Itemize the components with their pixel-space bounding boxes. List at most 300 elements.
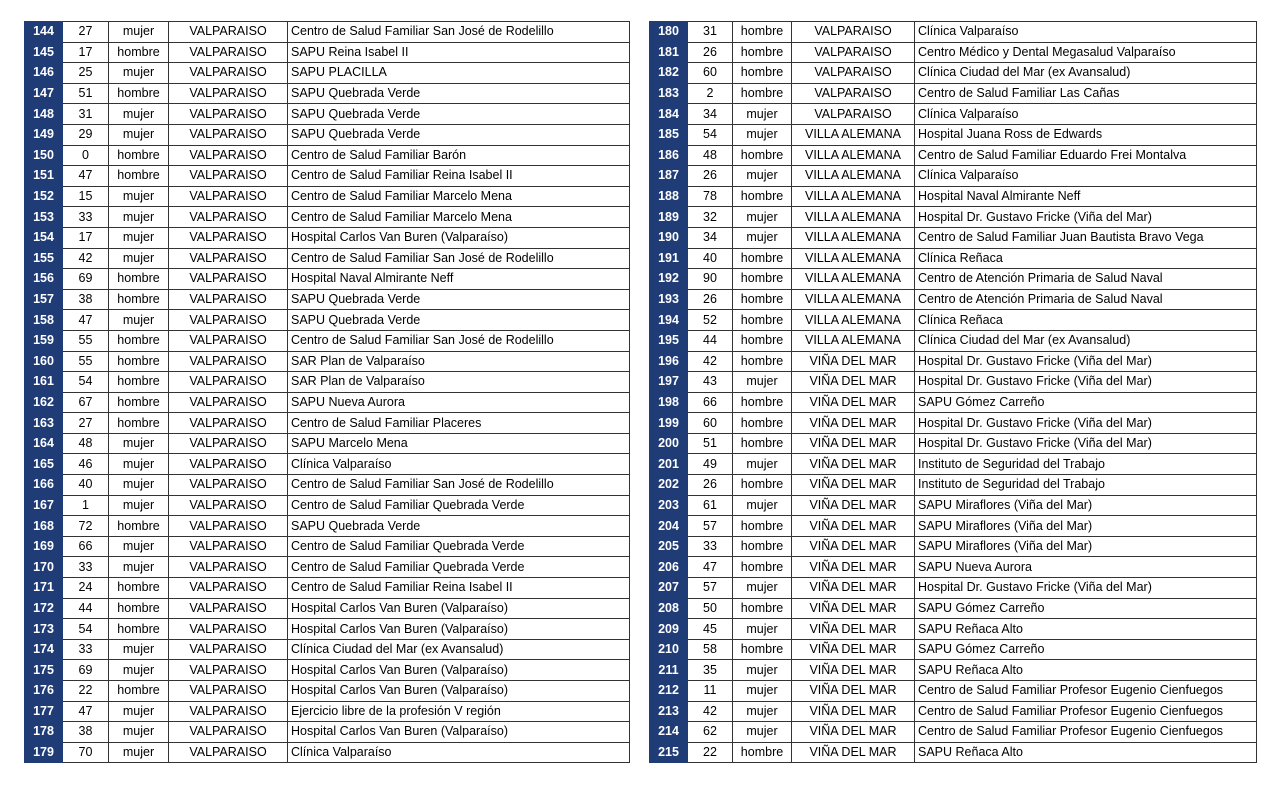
city-cell: VIÑA DEL MAR bbox=[792, 578, 915, 599]
health-center-cell: Clínica Reñaca bbox=[915, 248, 1257, 269]
sex-cell: hombre bbox=[109, 578, 169, 599]
age-cell: 66 bbox=[688, 392, 733, 413]
case-id-cell: 176 bbox=[25, 681, 63, 702]
age-cell: 54 bbox=[688, 124, 733, 145]
case-id-cell: 196 bbox=[650, 351, 688, 372]
sex-cell: mujer bbox=[109, 660, 169, 681]
age-cell: 45 bbox=[688, 619, 733, 640]
age-cell: 17 bbox=[63, 42, 109, 63]
city-cell: VILLA ALEMANA bbox=[792, 330, 915, 351]
city-cell: VILLA ALEMANA bbox=[792, 145, 915, 166]
city-cell: VIÑA DEL MAR bbox=[792, 598, 915, 619]
sex-cell: hombre bbox=[733, 392, 792, 413]
health-center-cell: Hospital Dr. Gustavo Fricke (Viña del Mar) bbox=[915, 372, 1257, 393]
age-cell: 29 bbox=[63, 124, 109, 145]
table-row bbox=[650, 351, 1257, 372]
age-cell: 42 bbox=[63, 248, 109, 269]
case-id-cell: 197 bbox=[650, 372, 688, 393]
table-row bbox=[650, 330, 1257, 351]
city-cell: VALPARAISO bbox=[169, 598, 288, 619]
sex-cell: mujer bbox=[733, 660, 792, 681]
city-cell: VIÑA DEL MAR bbox=[792, 516, 915, 537]
table-row bbox=[25, 124, 630, 145]
city-cell: VILLA ALEMANA bbox=[792, 289, 915, 310]
table-row bbox=[650, 681, 1257, 702]
health-center-cell: Hospital Dr. Gustavo Fricke (Viña del Mar) bbox=[915, 433, 1257, 454]
table-row bbox=[650, 557, 1257, 578]
age-cell: 31 bbox=[63, 104, 109, 125]
case-id-cell: 206 bbox=[650, 557, 688, 578]
table-row bbox=[25, 330, 630, 351]
health-center-cell: Clínica Valparaíso bbox=[915, 104, 1257, 125]
case-id-cell: 158 bbox=[25, 310, 63, 331]
case-id-cell: 186 bbox=[650, 145, 688, 166]
sex-cell: mujer bbox=[109, 495, 169, 516]
case-id-cell: 157 bbox=[25, 289, 63, 310]
health-center-cell: Centro de Salud Familiar Quebrada Verde bbox=[288, 536, 630, 557]
city-cell: VALPARAISO bbox=[169, 63, 288, 84]
case-id-cell: 167 bbox=[25, 495, 63, 516]
age-cell: 38 bbox=[63, 722, 109, 743]
age-cell: 26 bbox=[688, 166, 733, 187]
age-cell: 2 bbox=[688, 83, 733, 104]
city-cell: VIÑA DEL MAR bbox=[792, 413, 915, 434]
table-row bbox=[650, 269, 1257, 290]
city-cell: VALPARAISO bbox=[169, 83, 288, 104]
case-id-cell: 151 bbox=[25, 166, 63, 187]
sex-cell: mujer bbox=[733, 619, 792, 640]
city-cell: VALPARAISO bbox=[169, 145, 288, 166]
city-cell: VALPARAISO bbox=[792, 63, 915, 84]
sex-cell: hombre bbox=[109, 269, 169, 290]
age-cell: 40 bbox=[63, 475, 109, 496]
health-center-cell: Ejercicio libre de la profesión V región bbox=[288, 701, 630, 722]
case-id-cell: 211 bbox=[650, 660, 688, 681]
age-cell: 72 bbox=[63, 516, 109, 537]
city-cell: VALPARAISO bbox=[169, 454, 288, 475]
table-row bbox=[25, 722, 630, 743]
table-row bbox=[650, 598, 1257, 619]
table-row bbox=[650, 516, 1257, 537]
table-row bbox=[650, 83, 1257, 104]
table-row bbox=[25, 227, 630, 248]
table-row bbox=[25, 660, 630, 681]
city-cell: VALPARAISO bbox=[169, 619, 288, 640]
table-row bbox=[650, 227, 1257, 248]
health-center-cell: Centro de Salud Familiar Quebrada Verde bbox=[288, 495, 630, 516]
city-cell: VALPARAISO bbox=[169, 495, 288, 516]
health-center-cell: Clínica Valparaíso bbox=[288, 742, 630, 763]
health-center-cell: Clínica Valparaíso bbox=[915, 22, 1257, 43]
sex-cell: hombre bbox=[109, 516, 169, 537]
sex-cell: hombre bbox=[733, 83, 792, 104]
case-id-cell: 149 bbox=[25, 124, 63, 145]
case-id-cell: 163 bbox=[25, 413, 63, 434]
case-id-cell: 191 bbox=[650, 248, 688, 269]
table-row bbox=[650, 289, 1257, 310]
sex-cell: hombre bbox=[733, 475, 792, 496]
city-cell: VIÑA DEL MAR bbox=[792, 701, 915, 722]
case-id-cell: 179 bbox=[25, 742, 63, 763]
sex-cell: hombre bbox=[109, 289, 169, 310]
sex-cell: hombre bbox=[109, 42, 169, 63]
table-row bbox=[650, 392, 1257, 413]
health-center-cell: Instituto de Seguridad del Trabajo bbox=[915, 454, 1257, 475]
health-center-cell: Centro de Salud Familiar San José de Rodelillo bbox=[288, 475, 630, 496]
age-cell: 47 bbox=[63, 310, 109, 331]
city-cell: VALPARAISO bbox=[169, 516, 288, 537]
table-row bbox=[25, 619, 630, 640]
age-cell: 42 bbox=[688, 701, 733, 722]
table-row bbox=[650, 207, 1257, 228]
sex-cell: hombre bbox=[109, 372, 169, 393]
sex-cell: mujer bbox=[109, 433, 169, 454]
health-center-cell: Clínica Valparaíso bbox=[915, 166, 1257, 187]
table-row bbox=[650, 42, 1257, 63]
case-id-cell: 193 bbox=[650, 289, 688, 310]
health-center-cell: SAPU Nueva Aurora bbox=[288, 392, 630, 413]
age-cell: 40 bbox=[688, 248, 733, 269]
case-id-cell: 160 bbox=[25, 351, 63, 372]
health-center-cell: SAPU Gómez Carreño bbox=[915, 598, 1257, 619]
case-id-cell: 200 bbox=[650, 433, 688, 454]
age-cell: 48 bbox=[688, 145, 733, 166]
sex-cell: hombre bbox=[733, 742, 792, 763]
sex-cell: mujer bbox=[109, 227, 169, 248]
case-id-cell: 155 bbox=[25, 248, 63, 269]
age-cell: 25 bbox=[63, 63, 109, 84]
table-row bbox=[25, 22, 630, 43]
age-cell: 60 bbox=[688, 63, 733, 84]
sex-cell: mujer bbox=[733, 722, 792, 743]
table-row bbox=[25, 63, 630, 84]
age-cell: 32 bbox=[688, 207, 733, 228]
sex-cell: hombre bbox=[733, 145, 792, 166]
sex-cell: mujer bbox=[109, 207, 169, 228]
sex-cell: mujer bbox=[733, 207, 792, 228]
table-row bbox=[650, 310, 1257, 331]
health-center-cell: SAPU Gómez Carreño bbox=[915, 639, 1257, 660]
table-row bbox=[25, 83, 630, 104]
case-id-cell: 183 bbox=[650, 83, 688, 104]
age-cell: 35 bbox=[688, 660, 733, 681]
case-id-cell: 178 bbox=[25, 722, 63, 743]
city-cell: VIÑA DEL MAR bbox=[792, 742, 915, 763]
health-center-cell: Centro de Salud Familiar Marcelo Mena bbox=[288, 186, 630, 207]
table-row bbox=[650, 742, 1257, 763]
sex-cell: hombre bbox=[733, 639, 792, 660]
city-cell: VALPARAISO bbox=[169, 475, 288, 496]
city-cell: VILLA ALEMANA bbox=[792, 186, 915, 207]
health-center-cell: Instituto de Seguridad del Trabajo bbox=[915, 475, 1257, 496]
city-cell: VALPARAISO bbox=[169, 42, 288, 63]
sex-cell: mujer bbox=[109, 722, 169, 743]
sex-cell: hombre bbox=[733, 536, 792, 557]
table-row bbox=[25, 289, 630, 310]
case-id-cell: 147 bbox=[25, 83, 63, 104]
sex-cell: mujer bbox=[109, 742, 169, 763]
table-row bbox=[650, 722, 1257, 743]
city-cell: VALPARAISO bbox=[169, 660, 288, 681]
city-cell: VALPARAISO bbox=[169, 22, 288, 43]
age-cell: 51 bbox=[63, 83, 109, 104]
sex-cell: hombre bbox=[733, 557, 792, 578]
city-cell: VALPARAISO bbox=[169, 557, 288, 578]
table-row bbox=[650, 701, 1257, 722]
case-id-cell: 212 bbox=[650, 681, 688, 702]
city-cell: VIÑA DEL MAR bbox=[792, 433, 915, 454]
city-cell: VALPARAISO bbox=[169, 722, 288, 743]
case-id-cell: 156 bbox=[25, 269, 63, 290]
case-id-cell: 161 bbox=[25, 372, 63, 393]
case-id-cell: 195 bbox=[650, 330, 688, 351]
city-cell: VIÑA DEL MAR bbox=[792, 660, 915, 681]
health-center-cell: Clínica Valparaíso bbox=[288, 454, 630, 475]
age-cell: 55 bbox=[63, 351, 109, 372]
health-center-cell: Centro de Salud Familiar Placeres bbox=[288, 413, 630, 434]
age-cell: 33 bbox=[63, 557, 109, 578]
table-row bbox=[650, 166, 1257, 187]
health-center-cell: Centro de Salud Familiar Profesor Eugenio Cienfuegos bbox=[915, 681, 1257, 702]
sex-cell: hombre bbox=[733, 186, 792, 207]
age-cell: 60 bbox=[688, 413, 733, 434]
table-row bbox=[25, 557, 630, 578]
city-cell: VALPARAISO bbox=[792, 104, 915, 125]
case-id-cell: 154 bbox=[25, 227, 63, 248]
sex-cell: mujer bbox=[109, 310, 169, 331]
case-id-cell: 198 bbox=[650, 392, 688, 413]
city-cell: VALPARAISO bbox=[169, 536, 288, 557]
city-cell: VIÑA DEL MAR bbox=[792, 639, 915, 660]
sex-cell: hombre bbox=[733, 516, 792, 537]
case-id-cell: 166 bbox=[25, 475, 63, 496]
table-row bbox=[650, 619, 1257, 640]
case-id-cell: 189 bbox=[650, 207, 688, 228]
age-cell: 27 bbox=[63, 22, 109, 43]
age-cell: 15 bbox=[63, 186, 109, 207]
health-center-cell: SAR Plan de Valparaíso bbox=[288, 351, 630, 372]
age-cell: 90 bbox=[688, 269, 733, 290]
table-row bbox=[650, 639, 1257, 660]
case-id-cell: 145 bbox=[25, 42, 63, 63]
sex-cell: hombre bbox=[733, 413, 792, 434]
table-row bbox=[25, 351, 630, 372]
sex-cell: mujer bbox=[109, 475, 169, 496]
sex-cell: hombre bbox=[109, 392, 169, 413]
age-cell: 26 bbox=[688, 475, 733, 496]
age-cell: 47 bbox=[688, 557, 733, 578]
health-center-cell: Centro de Salud Familiar Reina Isabel II bbox=[288, 578, 630, 599]
health-center-cell: SAPU Quebrada Verde bbox=[288, 124, 630, 145]
health-center-cell: SAPU Reñaca Alto bbox=[915, 619, 1257, 640]
city-cell: VALPARAISO bbox=[169, 578, 288, 599]
city-cell: VILLA ALEMANA bbox=[792, 269, 915, 290]
age-cell: 57 bbox=[688, 578, 733, 599]
age-cell: 26 bbox=[688, 289, 733, 310]
health-center-cell: SAPU Quebrada Verde bbox=[288, 289, 630, 310]
health-center-cell: Centro Médico y Dental Megasalud Valparaíso bbox=[915, 42, 1257, 63]
city-cell: VALPARAISO bbox=[169, 310, 288, 331]
sex-cell: mujer bbox=[733, 104, 792, 125]
health-center-cell: Centro de Salud Familiar Las Cañas bbox=[915, 83, 1257, 104]
city-cell: VALPARAISO bbox=[169, 104, 288, 125]
age-cell: 47 bbox=[63, 166, 109, 187]
city-cell: VALPARAISO bbox=[169, 248, 288, 269]
table-row bbox=[25, 186, 630, 207]
table-row bbox=[650, 454, 1257, 475]
health-center-cell: SAPU Gómez Carreño bbox=[915, 392, 1257, 413]
table-row bbox=[650, 578, 1257, 599]
table-row bbox=[25, 578, 630, 599]
table-row bbox=[25, 454, 630, 475]
health-center-cell: Centro de Salud Familiar Profesor Eugenio Cienfuegos bbox=[915, 701, 1257, 722]
city-cell: VIÑA DEL MAR bbox=[792, 557, 915, 578]
health-center-cell: Hospital Carlos Van Buren (Valparaíso) bbox=[288, 227, 630, 248]
age-cell: 69 bbox=[63, 269, 109, 290]
table-row bbox=[25, 392, 630, 413]
health-center-cell: Centro de Salud Familiar Reina Isabel II bbox=[288, 166, 630, 187]
age-cell: 44 bbox=[688, 330, 733, 351]
table-row bbox=[650, 186, 1257, 207]
health-center-cell: Hospital Naval Almirante Neff bbox=[288, 269, 630, 290]
table-row bbox=[25, 104, 630, 125]
age-cell: 22 bbox=[63, 681, 109, 702]
age-cell: 33 bbox=[63, 207, 109, 228]
age-cell: 27 bbox=[63, 413, 109, 434]
case-id-cell: 210 bbox=[650, 639, 688, 660]
table-row bbox=[25, 269, 630, 290]
city-cell: VIÑA DEL MAR bbox=[792, 372, 915, 393]
case-id-cell: 148 bbox=[25, 104, 63, 125]
table-row bbox=[25, 248, 630, 269]
city-cell: VALPARAISO bbox=[169, 166, 288, 187]
sex-cell: hombre bbox=[109, 83, 169, 104]
health-center-cell: Hospital Carlos Van Buren (Valparaíso) bbox=[288, 681, 630, 702]
case-id-cell: 175 bbox=[25, 660, 63, 681]
health-center-cell: Centro de Salud Familiar Barón bbox=[288, 145, 630, 166]
case-id-cell: 174 bbox=[25, 639, 63, 660]
table-row bbox=[25, 516, 630, 537]
table-row bbox=[25, 145, 630, 166]
case-id-cell: 170 bbox=[25, 557, 63, 578]
age-cell: 24 bbox=[63, 578, 109, 599]
age-cell: 1 bbox=[63, 495, 109, 516]
city-cell: VIÑA DEL MAR bbox=[792, 454, 915, 475]
city-cell: VALPARAISO bbox=[169, 681, 288, 702]
table-row bbox=[650, 433, 1257, 454]
city-cell: VALPARAISO bbox=[169, 372, 288, 393]
table-row bbox=[650, 145, 1257, 166]
sex-cell: mujer bbox=[109, 639, 169, 660]
case-id-cell: 213 bbox=[650, 701, 688, 722]
sex-cell: hombre bbox=[733, 248, 792, 269]
case-id-cell: 203 bbox=[650, 495, 688, 516]
health-center-cell: Hospital Carlos Van Buren (Valparaíso) bbox=[288, 722, 630, 743]
sex-cell: mujer bbox=[109, 248, 169, 269]
age-cell: 48 bbox=[63, 433, 109, 454]
health-center-cell: Centro de Atención Primaria de Salud Naval bbox=[915, 289, 1257, 310]
health-center-cell: Hospital Carlos Van Buren (Valparaíso) bbox=[288, 660, 630, 681]
health-center-cell: SAPU Miraflores (Viña del Mar) bbox=[915, 536, 1257, 557]
sex-cell: mujer bbox=[733, 166, 792, 187]
sex-cell: mujer bbox=[109, 186, 169, 207]
sex-cell: hombre bbox=[109, 351, 169, 372]
city-cell: VIÑA DEL MAR bbox=[792, 619, 915, 640]
sex-cell: mujer bbox=[733, 372, 792, 393]
age-cell: 31 bbox=[688, 22, 733, 43]
city-cell: VALPARAISO bbox=[169, 433, 288, 454]
age-cell: 51 bbox=[688, 433, 733, 454]
case-id-cell: 192 bbox=[650, 269, 688, 290]
sex-cell: hombre bbox=[109, 681, 169, 702]
age-cell: 44 bbox=[63, 598, 109, 619]
health-center-cell: SAPU Reñaca Alto bbox=[915, 742, 1257, 763]
table-row bbox=[25, 742, 630, 763]
case-id-cell: 207 bbox=[650, 578, 688, 599]
case-id-cell: 164 bbox=[25, 433, 63, 454]
sex-cell: hombre bbox=[733, 351, 792, 372]
sex-cell: mujer bbox=[109, 536, 169, 557]
age-cell: 55 bbox=[63, 330, 109, 351]
health-center-cell: Hospital Dr. Gustavo Fricke (Viña del Mar) bbox=[915, 207, 1257, 228]
sex-cell: mujer bbox=[733, 701, 792, 722]
sex-cell: mujer bbox=[109, 701, 169, 722]
city-cell: VALPARAISO bbox=[169, 330, 288, 351]
age-cell: 70 bbox=[63, 742, 109, 763]
health-center-cell: Hospital Naval Almirante Neff bbox=[915, 186, 1257, 207]
sex-cell: mujer bbox=[109, 454, 169, 475]
case-id-cell: 181 bbox=[650, 42, 688, 63]
age-cell: 47 bbox=[63, 701, 109, 722]
city-cell: VALPARAISO bbox=[169, 701, 288, 722]
age-cell: 43 bbox=[688, 372, 733, 393]
table-row bbox=[25, 701, 630, 722]
case-id-cell: 169 bbox=[25, 536, 63, 557]
sex-cell: hombre bbox=[733, 289, 792, 310]
age-cell: 38 bbox=[63, 289, 109, 310]
health-center-cell: Centro de Atención Primaria de Salud Naval bbox=[915, 269, 1257, 290]
city-cell: VIÑA DEL MAR bbox=[792, 681, 915, 702]
sex-cell: mujer bbox=[109, 22, 169, 43]
health-center-cell: SAR Plan de Valparaíso bbox=[288, 372, 630, 393]
age-cell: 50 bbox=[688, 598, 733, 619]
table-row bbox=[25, 433, 630, 454]
table-row bbox=[650, 536, 1257, 557]
sex-cell: hombre bbox=[733, 598, 792, 619]
table-row bbox=[25, 413, 630, 434]
health-center-cell: SAPU Quebrada Verde bbox=[288, 104, 630, 125]
sex-cell: hombre bbox=[733, 330, 792, 351]
table-row bbox=[650, 22, 1257, 43]
case-id-cell: 208 bbox=[650, 598, 688, 619]
age-cell: 26 bbox=[688, 42, 733, 63]
city-cell: VALPARAISO bbox=[169, 351, 288, 372]
health-center-cell: Centro de Salud Familiar Quebrada Verde bbox=[288, 557, 630, 578]
case-id-cell: 182 bbox=[650, 63, 688, 84]
table-row bbox=[650, 124, 1257, 145]
table-row bbox=[25, 536, 630, 557]
cases-table-right bbox=[649, 21, 1257, 763]
table-row bbox=[25, 475, 630, 496]
city-cell: VALPARAISO bbox=[792, 42, 915, 63]
city-cell: VALPARAISO bbox=[169, 227, 288, 248]
sex-cell: mujer bbox=[109, 557, 169, 578]
age-cell: 33 bbox=[63, 639, 109, 660]
health-center-cell: Centro de Salud Familiar San José de Rodelillo bbox=[288, 22, 630, 43]
sex-cell: mujer bbox=[733, 681, 792, 702]
sex-cell: hombre bbox=[109, 166, 169, 187]
city-cell: VALPARAISO bbox=[792, 83, 915, 104]
